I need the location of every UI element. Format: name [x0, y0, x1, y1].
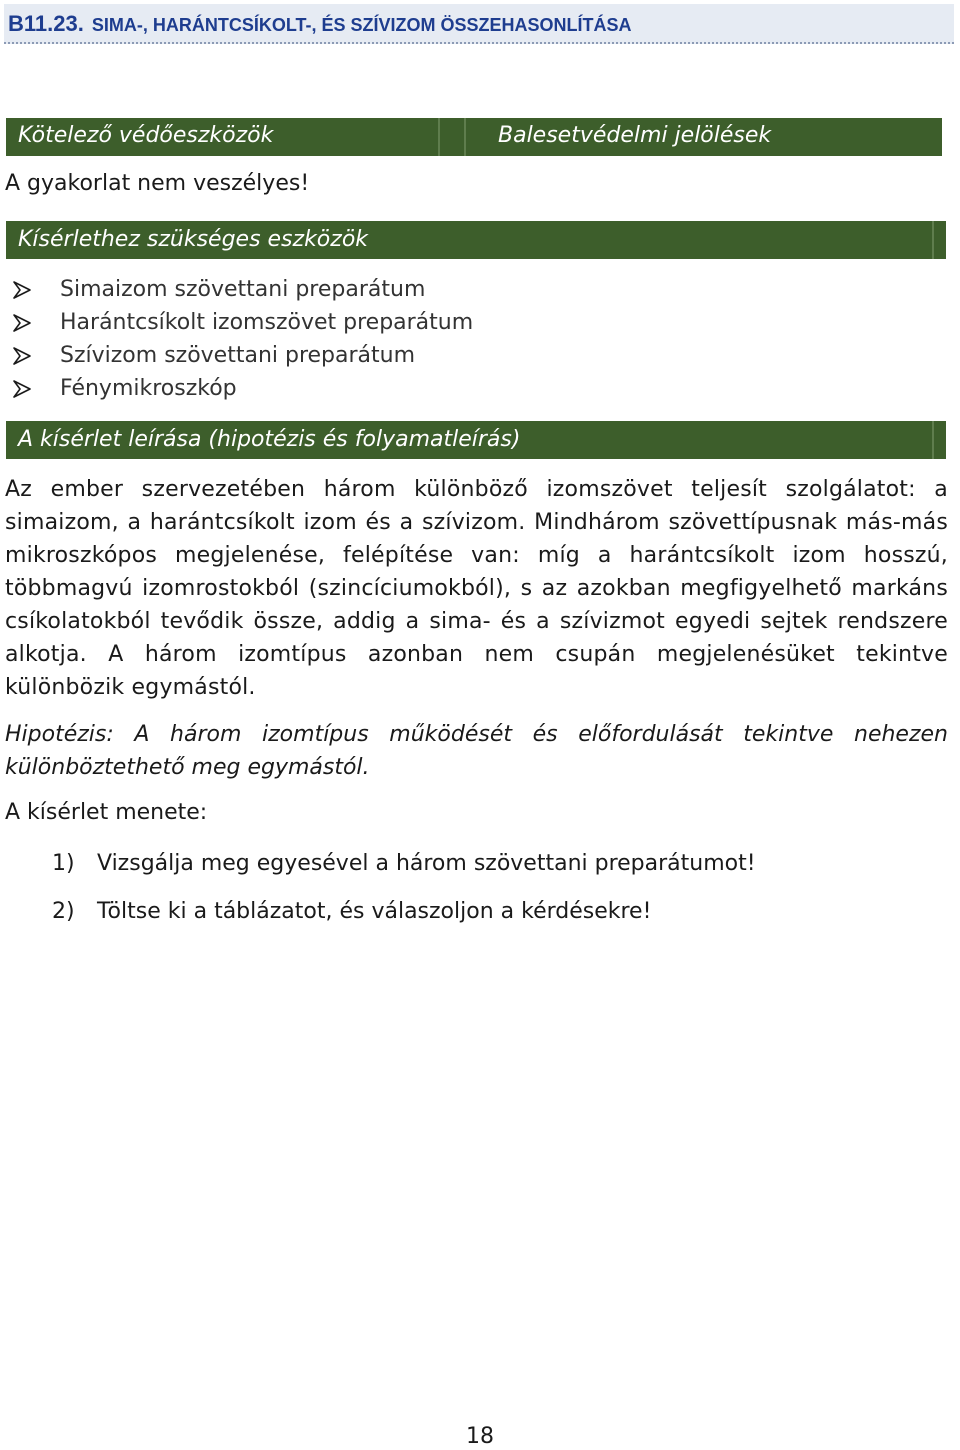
procedure-label: A kísérlet menete: — [5, 800, 208, 825]
tools-heading-bar — [6, 221, 946, 259]
tool-label: Szívizom szövettani preparátum — [60, 343, 416, 368]
tool-label: Harántcsíkolt izomszövet preparátum — [60, 310, 474, 335]
arrow-bullet-icon — [12, 346, 32, 366]
step-text: Töltse ki a táblázatot, és válaszoljon a kérdésekre! — [97, 899, 652, 924]
bar-divider — [438, 118, 466, 156]
description-heading-bar — [6, 421, 946, 459]
required-equipment-label: Kötelező védőeszközök — [18, 123, 274, 148]
description-heading: A kísérlet leírása (hipotézis és folyamatleírás) — [18, 427, 521, 452]
document-header — [4, 4, 954, 44]
safety-note: A gyakorlat nem veszélyes! — [5, 171, 310, 196]
tools-heading: Kísérlethez szükséges eszközök — [18, 227, 369, 252]
step-text: Vizsgálja meg egyesével a három szövettani preparátumot! — [97, 851, 756, 876]
step-number: 1) — [52, 851, 75, 876]
description-paragraph: Az ember szervezetében három különböző izomszövet teljesít szolgálatot: a simaizom, a harántcsíkolt izom és a szívizom. Mindhárom szövettípusnak más-más mikroszkópos megjelenése, felépítése van: míg a harántcsíkolt izom hosszú, többmagvú izomrostokból (szincíciumokból), s az azokban megfigyelhető markáns csíkolatokból tevődik össze, addig a sima- és a szívizmot egyedi sejtek rendszere alkotja. A három izomtípus azonban nem csupán megjelenésüket tekintve különbözik egymástól. — [5, 477, 948, 700]
step-number: 2) — [52, 899, 75, 924]
section-title: SIMA-, HARÁNTCSÍKOLT-, ÉS SZÍVIZOM ÖSSZEHASONLÍTÁSA — [91, 15, 632, 35]
arrow-bullet-icon — [12, 379, 32, 399]
section-code: B11.23. — [8, 11, 84, 36]
tool-label: Fénymikroszkóp — [60, 376, 237, 401]
arrow-bullet-icon — [12, 280, 32, 300]
hypothesis-text: Hipotézis: A három izomtípus működését és előfordulását tekintve nehezen különböztethető meg egymástól. — [5, 722, 948, 780]
arrow-bullet-icon — [12, 313, 32, 333]
safety-header-bar — [6, 118, 942, 156]
tool-label: Simaizom szövettani preparátum — [60, 277, 426, 302]
page-number: 18 — [466, 1424, 494, 1449]
safety-markings-label: Balesetvédelmi jelölések — [498, 123, 772, 148]
